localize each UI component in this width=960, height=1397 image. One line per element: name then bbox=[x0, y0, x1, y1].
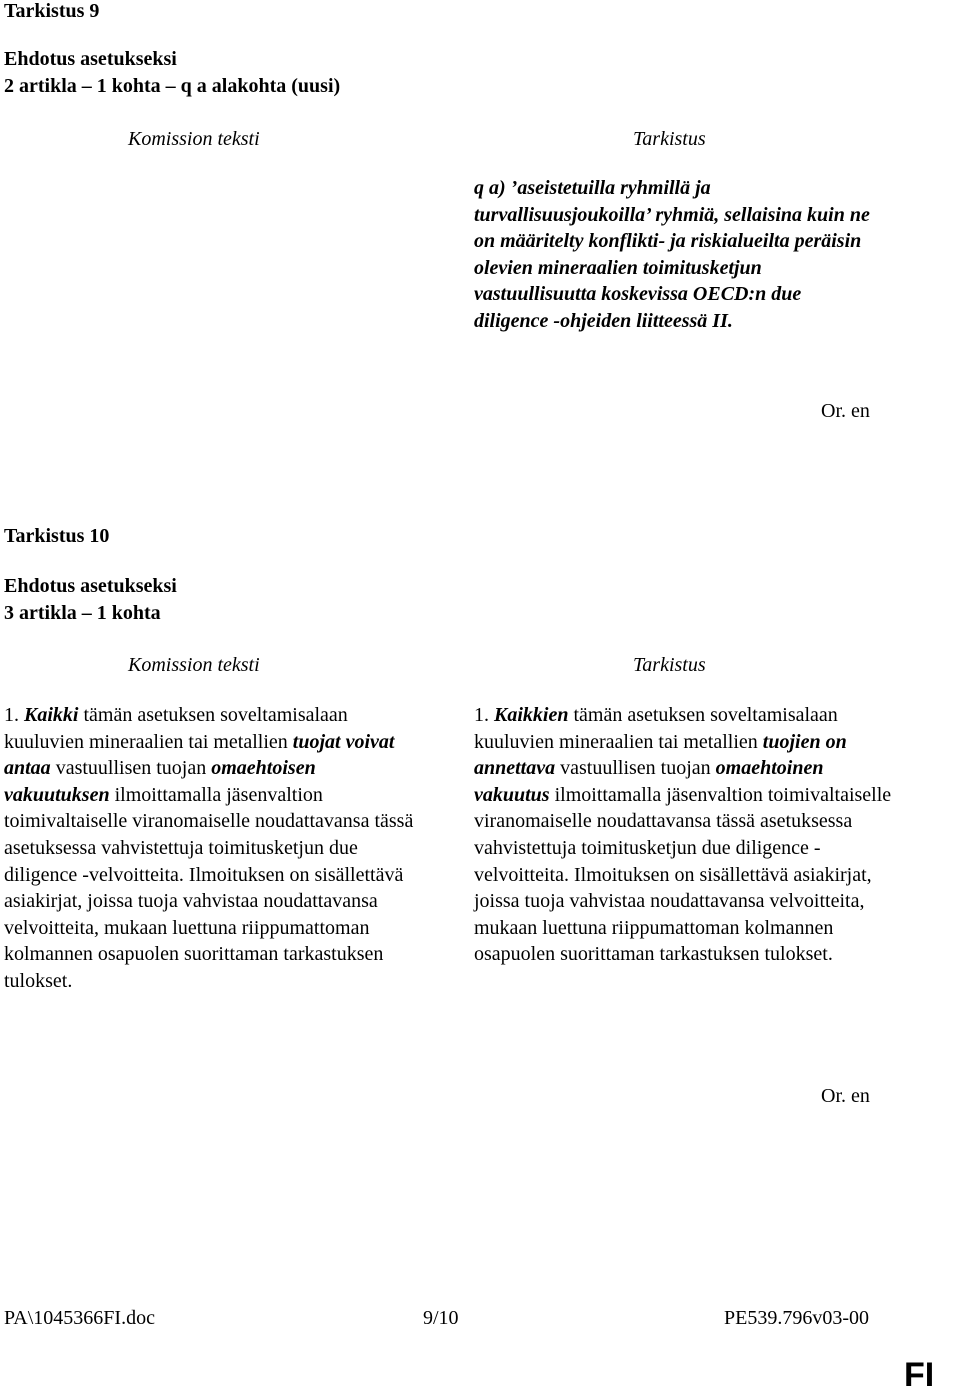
footer-doc-ref: PA\1045366FI.doc bbox=[4, 1307, 155, 1329]
amendment-9-article: 2 artikla – 1 kohta – q a alakohta (uusi) bbox=[4, 75, 341, 97]
amendment-9-proposal: Ehdotus asetukseksi bbox=[4, 48, 177, 70]
footer-language-mark: FI bbox=[904, 1356, 935, 1394]
commission-text-emphasis: omaehtoisen vakuutuksen bbox=[4, 757, 316, 806]
amendment-text-run: vastuullisen tuojan bbox=[555, 757, 716, 780]
commission-text-emphasis: Kaikki bbox=[24, 704, 79, 726]
amendment-text-run: 1. bbox=[474, 704, 494, 726]
amendment-10-commission-header: Komission teksti bbox=[128, 654, 260, 676]
commission-text-run: ilmoittamalla jäsenvaltion toimivaltaiselle viranomaiselle noudattavansa tässä asetuksessa vahvistettuja toimitusketjun due diligence -velvoitteita. Ilmoituksen on sisällettävä asiakirjat, joissa tuoja vahvistaa noudattavansa velvoitteita, mukaan luettuna riippumattoman kolmannen osapuolen suorittaman tarkastuksen tulokset. bbox=[4, 783, 414, 992]
amendment-9-commission-header: Komission teksti bbox=[128, 128, 260, 150]
amendment-10-proposal: Ehdotus asetukseksi bbox=[4, 575, 177, 597]
amendment-9-original-language: Or. en bbox=[821, 400, 870, 422]
footer-pe-ref: PE539.796v03-00 bbox=[724, 1307, 869, 1329]
amendment-text-emphasis: Kaikkien bbox=[494, 704, 569, 726]
amendment-9-amendment-header: Tarkistus bbox=[633, 128, 706, 150]
amendment-text-column bbox=[474, 702, 894, 968]
amendment-10-original-language: Or. en bbox=[821, 1085, 870, 1107]
amendment-9-heading: Tarkistus 9 bbox=[4, 0, 100, 22]
commission-text-run: vastuullisen tuojan bbox=[50, 757, 212, 780]
amendment-text-emphasis: tuojien on annettava bbox=[474, 730, 847, 780]
commission-text-run: 1. bbox=[4, 704, 24, 726]
commission-text-emphasis: tuojat voivat antaa bbox=[4, 730, 395, 780]
amendment-10-heading: Tarkistus 10 bbox=[4, 525, 110, 547]
commission-text-paragraph bbox=[4, 702, 424, 995]
amendment-text-emphasis: omaehtoinen vakuutus bbox=[474, 757, 824, 806]
commission-text-run: tämän asetuksen soveltamisalaan kuuluvien mineraalien tai metallien bbox=[4, 704, 348, 753]
amendment-10-amendment-header: Tarkistus bbox=[633, 654, 706, 676]
amendment-text-run: tämän asetuksen soveltamisalaan kuuluvien mineraalien tai metallien bbox=[474, 704, 838, 753]
amendment-text-run: ilmoittamalla jäsenvaltion toimivaltaiselle viranomaiselle noudattavansa tässä asetuksessa vahvistettuja toimitusketjun due diligence -velvoitteita. Ilmoituksen on sisällettävä asiakirjat, joissa tuoja vahvistaa noudattavansa velvoitteita, mukaan luettuna riippumattoman kolmannen osapuolen suorittaman tarkastuksen tulokset. bbox=[474, 783, 892, 966]
amendment-text-paragraph bbox=[474, 702, 894, 968]
commission-text-column bbox=[4, 702, 424, 995]
amendment-9-text: q a) ’aseistetuilla ryhmillä ja turvallisuusjoukoilla’ ryhmiä, sellaisina kuin ne on määritelty konflikti- ja riskialueilta peräisin olevien mineraalien toimitusketjun vastuullisuutta koskevissa OECD:n due diligence -ohjeiden liitteessä II. bbox=[474, 177, 870, 332]
footer-page-number: 9/10 bbox=[423, 1307, 459, 1329]
amendment-10-article: 3 artikla – 1 kohta bbox=[4, 602, 161, 624]
